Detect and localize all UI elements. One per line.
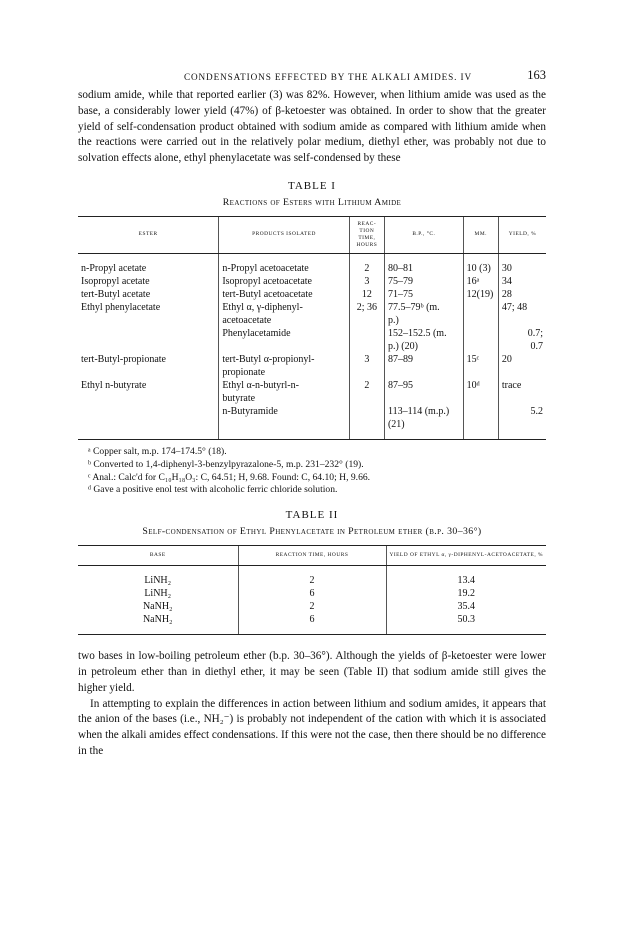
table1-cell-ester xyxy=(78,418,219,440)
table1-cell-ester: Isopropyl acetate xyxy=(81,275,150,287)
page-number: 163 xyxy=(527,68,546,82)
table1-cell-mm: 12(19) xyxy=(463,288,498,301)
table1-header-ester: ESTER xyxy=(78,216,219,253)
table1-cell-yield: 30 xyxy=(498,253,546,275)
table1-row xyxy=(78,353,546,366)
table2-cell-yield: 35.4 xyxy=(386,600,546,613)
table1-cell-mm xyxy=(463,418,498,440)
table1-cell-mm: 10ᵈ xyxy=(463,379,498,392)
table1-row xyxy=(78,275,546,288)
table1-cell-time: 2 xyxy=(349,253,384,275)
table1-cell-product: Ethyl α, γ-diphenyl- xyxy=(219,301,349,314)
table2-row xyxy=(78,600,546,613)
table1-cell-product: butyrate xyxy=(219,392,349,405)
table1-cell-yield: 28 xyxy=(498,288,546,301)
table1-cell-mm xyxy=(463,301,498,314)
table2-cell-base: NaNH₂ xyxy=(142,601,173,613)
table2-header-yield: YIELD OF ETHYL α, γ-DIPHENYL-ACETOACETATE, % xyxy=(386,546,546,566)
table1-cell-bp: 87–89 xyxy=(384,353,463,366)
table1-row xyxy=(78,327,546,340)
table1-cell-bp: 77.5–79ᵇ (m. xyxy=(384,301,463,314)
table1-header-mm: MM. xyxy=(463,216,498,253)
table2-cell-base: LiNH₂ xyxy=(144,575,172,587)
table1-cell-bp: 80–81 xyxy=(384,253,463,275)
table1-cell-product xyxy=(219,418,349,440)
table1-cell-mm: 15ᶜ xyxy=(463,353,498,366)
table2-cell-yield: 50.3 xyxy=(386,613,546,635)
paragraph-bottom-1: two bases in low-boiling petroleum ether (b.p. 30–36°). Although the yields of β-ketoester were lower in petroleum ether than in diethyl ether, it may be seen (Table II) that sodium amide still gives the higher yield. xyxy=(78,650,546,694)
table1-cell-bp: (21) xyxy=(384,418,463,440)
table1-cell-time: 2 xyxy=(349,379,384,392)
table1-cell-time xyxy=(349,405,384,418)
table1-caption: Reactions of Esters with Lithium Amide xyxy=(222,196,402,208)
table1-cell-yield xyxy=(498,314,546,327)
table1-header-row xyxy=(78,216,546,253)
table2-cell-time: 6 xyxy=(238,613,386,635)
paragraph-top: sodium amide, while that reported earlier (3) was 82%. However, when lithium amide was used as the base, a considerably lower yield (47%) of β-ketoester was obtained. In order to show that the greater yield of self-condensation product obtained with sodium amide as compared with lithium amide when the reactions were carried out in the relatively polar medium, diethyl ether, was probably not due to solvation effects alone, ethyl phenylacetate was self-condensed by these xyxy=(78,89,546,165)
table1-cell-product: propionate xyxy=(219,366,349,379)
table1-cell-ester xyxy=(78,314,219,327)
table2-header-time: REACTION TIME, HOURS xyxy=(238,546,386,566)
table1-cell-yield xyxy=(498,366,546,379)
table1-cell-mm xyxy=(463,366,498,379)
table1-cell-bp: p.) (20) xyxy=(384,340,463,353)
table1-cell-time xyxy=(349,418,384,440)
table1-cell-bp xyxy=(384,366,463,379)
table1-cell-bp: 71–75 xyxy=(384,288,463,301)
table2-header-base: BASE xyxy=(78,546,238,566)
table1-cell-yield: 0.7 xyxy=(498,340,546,353)
table2 xyxy=(78,545,546,635)
running-head xyxy=(78,68,546,88)
table1-cell-yield xyxy=(498,418,546,440)
table1-cell-mm xyxy=(463,405,498,418)
table2-cell-time: 2 xyxy=(238,566,386,588)
table1-row xyxy=(78,392,546,405)
table1-cell-bp xyxy=(384,392,463,405)
table1-cell-time: 3 xyxy=(349,353,384,366)
table1-cell-bp: 113–114 (m.p.) xyxy=(384,405,463,418)
table1-cell-mm: 10 (3) xyxy=(463,253,498,275)
table1-header-products: PRODUCTS ISOLATED xyxy=(219,216,349,253)
table1-cell-bp: p.) xyxy=(384,314,463,327)
table1-cell-product: acetoacetate xyxy=(219,314,349,327)
table2-caption: Self-condensation of Ethyl Phenylacetate in Petroleum ether (b.p. 30–36°) xyxy=(142,526,482,538)
table2-cell-time: 6 xyxy=(238,587,386,600)
table1-row xyxy=(78,379,546,392)
table1-row xyxy=(78,301,546,314)
table1-cell-product: Phenylacetamide xyxy=(219,327,349,340)
table1-cell-time: 12 xyxy=(349,288,384,301)
table1-note-a: ᵃ Copper salt, m.p. 174–174.5° (18). xyxy=(88,445,227,457)
table1-cell-yield: trace xyxy=(498,379,546,392)
table2-header-row xyxy=(78,546,546,566)
table1-cell-product: Ethyl α-n-butyrl-n- xyxy=(219,379,349,392)
table1-cell-time xyxy=(349,366,384,379)
table2-cell-time: 2 xyxy=(238,600,386,613)
table1-header-time: REAC- TION TIME, HOURS xyxy=(349,216,384,253)
table1-cell-ester xyxy=(78,340,219,353)
table1-note-b: ᵇ Converted to 1,4-diphenyl-3-benzylpyrazalone-5, m.p. 231–232° (19). xyxy=(88,458,364,470)
table1-cell-bp: 152–152.5 (m. xyxy=(384,327,463,340)
running-head-title: CONDENSATIONS EFFECTED BY THE ALKALI AMIDES. IV xyxy=(183,72,473,82)
table1-cell-yield: 34 xyxy=(498,275,546,288)
table1-header-bp: B.P., °C. xyxy=(384,216,463,253)
table1-cell-mm: 16ᵃ xyxy=(463,275,498,288)
table1-cell-time: 3 xyxy=(349,275,384,288)
table1-cell-product: n-Butyramide xyxy=(219,405,349,418)
table1-cell-ester xyxy=(78,366,219,379)
table1-header-yield: YIELD, % xyxy=(498,216,546,253)
table1-row xyxy=(78,314,546,327)
table1-cell-mm xyxy=(463,340,498,353)
table1-cell-ester: tert-Butyl acetate xyxy=(81,288,151,300)
table1-row xyxy=(78,340,546,353)
table2-row xyxy=(78,566,546,588)
table1-cell-ester: Ethyl n-butyrate xyxy=(81,379,147,391)
table2-cell-base: NaNH₂ xyxy=(78,613,238,635)
table1-cell-time xyxy=(349,340,384,353)
table1-label: TABLE I xyxy=(288,179,336,192)
table1 xyxy=(78,216,546,440)
table1-cell-ester: tert-Butyl-propionate xyxy=(81,353,166,365)
table2-cell-yield: 19.2 xyxy=(386,587,546,600)
table1-cell-ester: n-Propyl acetate xyxy=(81,262,147,274)
paragraph-bottom-2: In attempting to explain the differences in action between lithium and sodium amides, it appears that the anion of the bases (i.e., NH₂⁻) is probably not independent of the cation with which it is associated when the alkali amides effect condensations. If this were not the case, then there should be no difference in the xyxy=(78,697,546,757)
table1-cell-product: tert-Butyl α-propionyl- xyxy=(219,353,349,366)
table1-cell-yield: 20 xyxy=(498,353,546,366)
table1-cell-product: tert-Butyl acetoacetate xyxy=(219,288,349,301)
table1-cell-mm xyxy=(463,392,498,405)
table1-cell-bp: 75–79 xyxy=(384,275,463,288)
table1-cell-yield xyxy=(498,392,546,405)
table1-cell-product: n-Propyl acetoacetate xyxy=(219,253,349,275)
table1-note-d: ᵈ Gave a positive enol test with alcoholic ferric chloride solution. xyxy=(88,484,338,496)
table2-label: TABLE II xyxy=(285,509,339,522)
table1-cell-bp: 87–95 xyxy=(384,379,463,392)
table1-cell-yield: 0.7; xyxy=(498,327,546,340)
table1-cell-time xyxy=(349,327,384,340)
table1-row xyxy=(78,366,546,379)
table1-cell-time: 2; 36 xyxy=(349,301,384,314)
table1-cell-mm xyxy=(463,327,498,340)
table1-cell-ester xyxy=(78,392,219,405)
table2-cell-base: LiNH₂ xyxy=(144,588,172,600)
table1-row xyxy=(78,288,546,301)
table2-row xyxy=(78,613,546,635)
table1-cell-ester: Ethyl phenylacetate xyxy=(81,301,161,313)
table1-cell-time xyxy=(349,314,384,327)
table1-row xyxy=(78,405,546,418)
table1-note-c: ᶜ Anal.: Calc'd for C₁₀H₁₈O₃: C, 64.51; H, 9.68. Found: C, 64.10; H, 9.66. xyxy=(88,471,371,483)
table2-row xyxy=(78,587,546,600)
table2-cell-yield: 13.4 xyxy=(386,566,546,588)
table1-cell-product xyxy=(219,340,349,353)
table1-cell-product: Isopropyl acetoacetate xyxy=(219,275,349,288)
table1-row xyxy=(78,253,546,275)
table1-notes xyxy=(78,446,546,497)
table1-cell-yield: 47; 48 xyxy=(498,301,546,314)
table1-cell-time xyxy=(349,392,384,405)
table1-cell-yield: 5.2 xyxy=(498,405,546,418)
page xyxy=(78,68,546,760)
table1-cell-mm xyxy=(463,314,498,327)
table1-cell-ester xyxy=(78,405,219,418)
table1-row xyxy=(78,418,546,440)
table1-cell-ester xyxy=(78,327,219,340)
